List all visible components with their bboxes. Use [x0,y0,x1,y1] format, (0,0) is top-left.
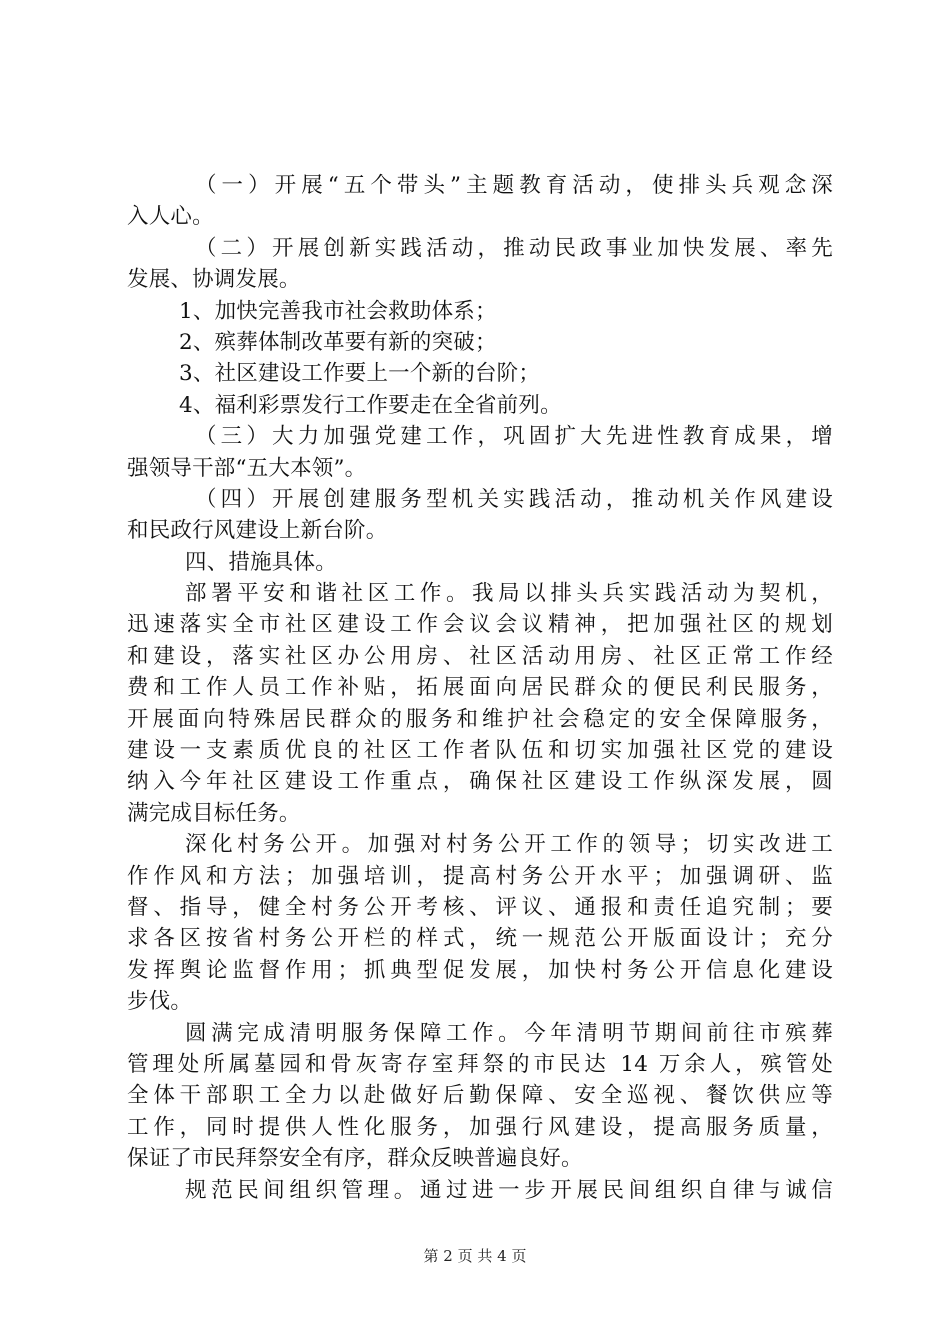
text-line: 和民政行风建设上新台阶。 [127,518,388,544]
text-line: 强领导干部“五大本领”。 [127,455,367,481]
text-line: 步伐。 [127,989,193,1015]
text-line: 纳入今年社区建设工作重点，确保社区建设工作纵深发展，圆 [127,769,833,795]
text-line: 和建设，落实社区办公用房、社区活动用房、社区正常工作经 [127,643,833,669]
text-line: 开展面向特殊居民群众的服务和维护社会稳定的安全保障服务， [127,706,833,732]
text-line: （二）开展创新实践活动，推动民政事业加快发展、率先 [195,235,833,261]
text-line: 四、措施具体。 [185,549,337,575]
text-line: 入人心。 [127,204,214,230]
text-line: 部署平安和谐社区工作。我局以排头兵实践活动为契机， [185,581,833,607]
text-line: 管理处所属墓园和骨灰寄存室拜祭的市民达 14 万余人，殡管处 [127,1051,833,1077]
text-line: 建设一支素质优良的社区工作者队伍和切实加强社区党的建设 [127,738,833,764]
text-line: 督、指导，健全村务公开考核、评议、通报和责任追究制；要 [127,894,833,920]
text-line: 作作风和方法；加强培训，提高村务公开水平；加强调研、监 [127,863,833,889]
page-footer: 第 2 页 共 4 页 [423,1247,527,1265]
text-line: 求各区按省村务公开栏的样式，统一规范公开版面设计；充分 [127,926,833,952]
text-line: 4、福利彩票发行工作要走在全省前列。 [179,392,562,418]
text-line: （四）开展创建服务型机关实践活动，推动机关作风建设 [195,486,833,512]
text-line: 规范民间组织管理。通过进一步开展民间组织自律与诚信 [185,1177,833,1203]
text-line: 发展、协调发展。 [127,267,301,293]
document-body [127,170,833,1206]
text-line: 工作，同时提供人性化服务，加强行风建设，提高服务质量， [127,1114,833,1140]
text-line: （三）大力加强党建工作，巩固扩大先进性教育成果，增 [195,424,833,450]
text-line: 2、殡葬体制改革要有新的突破； [179,329,497,355]
text-line: 发挥舆论监督作用；抓典型促发展，加快村务公开信息化建设 [127,957,833,983]
text-line: 圆满完成清明服务保障工作。今年清明节期间前往市殡葬 [185,1020,833,1046]
text-line: 1、加快完善我市社会救助体系； [179,298,497,324]
text-line: 全体干部职工全力以赴做好后勤保障、安全巡视、餐饮供应等 [127,1083,833,1109]
text-line: 深化村务公开。加强对村务公开工作的领导；切实改进工 [185,832,833,858]
text-line: 费和工作人员工作补贴，拓展面向居民群众的便民利民服务， [127,675,833,701]
text-line: 迅速落实全市社区建设工作会议会议精神，把加强社区的规划 [127,612,833,638]
text-line: 保证了市民拜祭安全有序，群众反映普遍良好。 [127,1146,583,1172]
text-line: 3、社区建设工作要上一个新的台阶； [179,361,541,387]
text-line: （一）开展“五个带头”主题教育活动，使排头兵观念深 [195,173,833,198]
text-line: 满完成目标任务。 [127,800,301,826]
